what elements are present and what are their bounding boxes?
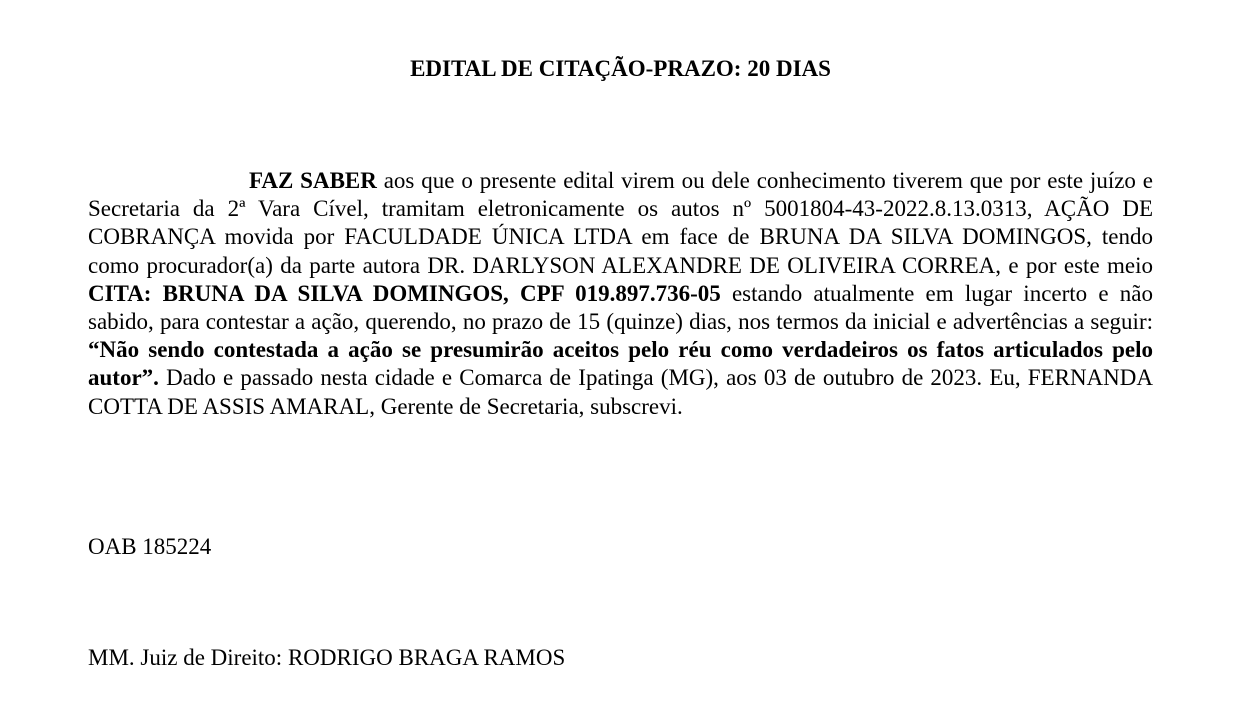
faz-saber-lead: FAZ SABER [249, 168, 377, 193]
edital-body [88, 167, 1153, 421]
document-title: EDITAL DE CITAÇÃO-PRAZO: 20 DIAS [410, 56, 831, 81]
legal-warning: “Não sendo contestada a ação se presumirão aceitos pelo réu como verdadeiros os fatos articulados pelo autor”. [88, 337, 1153, 391]
body-text-part-1: aos que o presente edital virem ou dele conhecimento tiverem que por este juízo e Secretaria da 2ª Vara Cível, tramitam eletronicamente os autos nº 5001804-43-2022.8.13.0313, AÇÃO DE COBRANÇA movida por FACULDADE ÚNICA LTDA em face de BRUNA DA SILVA DOMINGOS, tendo como procurador(a) da parte autora DR. DARLYSON ALEXANDRE DE OLIVEIRA CORREA, e por este meio [88, 168, 1153, 278]
judge-signature-line: MM. Juiz de Direito: RODRIGO BRAGA RAMOS [88, 645, 566, 670]
body-text-part-3: Dado e passado nesta cidade e Comarca de Ipatinga (MG), aos 03 de outubro de 2023. Eu, FERNANDA COTTA DE ASSIS AMARAL, Gerente de Secretaria, subscrevi. [88, 365, 1153, 419]
body-text-part-2: estando atualmente em lugar incerto e não sabido, para contestar a ação, querendo, no prazo de 15 (quinze) dias, nos termos da inicial e advertências a seguir: [88, 280, 1153, 335]
citation-target: CITA: BRUNA DA SILVA DOMINGOS, CPF 019.897.736-05 [88, 280, 721, 306]
oab-number: OAB 185224 [88, 534, 212, 559]
